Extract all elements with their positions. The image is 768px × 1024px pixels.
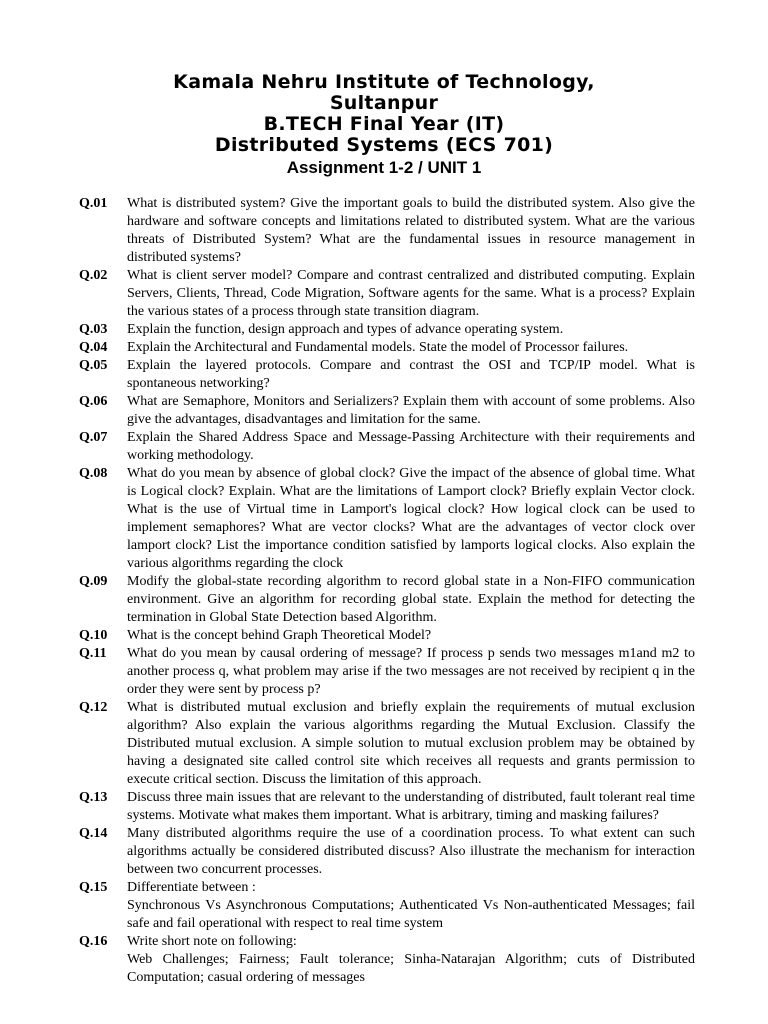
question-text: Explain the layered protocols. Compare and contrast the OSI and TCP/IP model. What is spontaneous networking?: [127, 358, 695, 391]
question-number: Q.02: [79, 268, 108, 283]
question-item: [79, 825, 695, 879]
question-text: What is client server model? Compare and contrast centralized and distributed computing. Explain Servers, Clients, Thread, Code Migration, Software agents for the same. What is a process? Explain the various states of a process through state transition diagram.: [127, 268, 695, 319]
question-body: [127, 879, 695, 933]
question-detail: Web Challenges; Fairness; Fault tolerance; Sinha-Natarajan Algorithm; cuts of Distributed Computation; casual ordering of messages: [127, 952, 695, 985]
question-item: [79, 645, 695, 699]
question-number: Q.16: [79, 934, 108, 949]
question-item: [79, 429, 695, 465]
question-number: Q.12: [79, 700, 108, 715]
question-item: [79, 267, 695, 321]
document-header: [0, 0, 768, 178]
question-item: [79, 357, 695, 393]
question-number: Q.05: [79, 358, 108, 373]
question-item: [79, 195, 695, 267]
question-number: Q.13: [79, 790, 108, 805]
question-number: Q.07: [79, 430, 108, 445]
question-text: What do you mean by absence of global clock? Give the impact of the absence of global time. What is Logical clock? Explain. What are the limitations of Lamport clock? Briefly explain Vector clock. What is the use of Virtual time in Lamport's logical clock? How logical clock can be used to implement semaphores? What are vector clocks? What are the advantages of vector clock over lamport clock? List the importance condition satisfied by lamports logical clocks. Also explain the various algorithms regarding the clock: [127, 466, 695, 571]
question-item: [79, 627, 695, 645]
question-item: [79, 393, 695, 429]
question-text: What is the concept behind Graph Theoretical Model?: [127, 628, 432, 643]
question-text: Many distributed algorithms require the use of a coordination process. To what extent can such algorithms actually be considered distributed discuss? Also illustrate the mechanism for interaction between two concurrent processes.: [127, 826, 695, 877]
program-title: B.TECH Final Year (IT): [263, 113, 505, 135]
question-number: Q.11: [79, 646, 107, 661]
question-item: [79, 573, 695, 627]
course-title: Distributed Systems (ECS 701): [214, 134, 554, 156]
question-item: [79, 339, 695, 357]
question-item: [79, 465, 695, 573]
question-number: Q.04: [79, 340, 108, 355]
question-body: [127, 933, 695, 987]
question-number: Q.14: [79, 826, 108, 841]
question-number: Q.08: [79, 466, 108, 481]
question-text: What do you mean by causal ordering of message? If process p sends two messages m1and m2 to another process q, what problem may arise if the two messages are not received by recipient q in the order they were sent by process p?: [127, 646, 695, 697]
question-text: What are Semaphore, Monitors and Serializers? Explain them with account of some problems. Also give the advantages, disadvantages and limitation for the same.: [127, 394, 695, 427]
question-number: Q.01: [79, 196, 108, 211]
question-text: Explain the Shared Address Space and Message-Passing Architecture with their requirements and working methodology.: [127, 430, 695, 463]
question-item: [79, 321, 695, 339]
question-text: What is distributed system? Give the important goals to build the distributed system. Also give the hardware and software concepts and limitations related to distributed system. What are the various threats of Distributed System? What are the fundamental issues in resource management in distributed systems?: [127, 196, 695, 265]
question-list: [79, 195, 695, 987]
question-text: Modify the global-state recording algorithm to record global state in a Non-FIFO communication environment. Give an algorithm for recording global state. Explain the method for detecting the termination in Global State Detection based Algorithm.: [127, 574, 695, 625]
question-number: Q.06: [79, 394, 108, 409]
question-text: Discuss three main issues that are relevant to the understanding of distributed, fault tolerant real time systems. Motivate what makes them important. What is arbitrary, timing and masking failures?: [127, 790, 695, 823]
question-item: [79, 699, 695, 789]
assignment-title: Assignment 1-2 / UNIT 1: [286, 158, 482, 177]
question-number: Q.09: [79, 574, 108, 589]
question-number: Q.10: [79, 628, 108, 643]
question-item: [79, 789, 695, 825]
question-number: Q.03: [79, 322, 108, 337]
question-text: Explain the function, design approach and types of advance operating system.: [127, 322, 564, 337]
question-item: [79, 933, 695, 987]
institute-name: Kamala Nehru Institute of Technology,: [173, 71, 595, 93]
question-detail: Synchronous Vs Asynchronous Computations; Authenticated Vs Non-authenticated Messages; fail safe and fail operational with respect to real time system: [127, 898, 695, 931]
question-text: Write short note on following:: [127, 934, 297, 949]
question-text: Differentiate between :: [127, 880, 256, 895]
question-item: [79, 879, 695, 933]
question-text: What is distributed mutual exclusion and briefly explain the requirements of mutual exclusion algorithm? Also explain the various algorithms regarding the Mutual Exclusion. Classify the Distributed mutual exclusion. A simple solution to mutual exclusion problem may be obtained by having a designated site called control site which receives all requests and grants permission to execute critical section. Discuss the limitation of this approach.: [127, 700, 695, 787]
institute-city: Sultanpur: [329, 92, 439, 114]
question-number: Q.15: [79, 880, 108, 895]
question-text: Explain the Architectural and Fundamental models. State the model of Processor failures.: [127, 340, 629, 355]
